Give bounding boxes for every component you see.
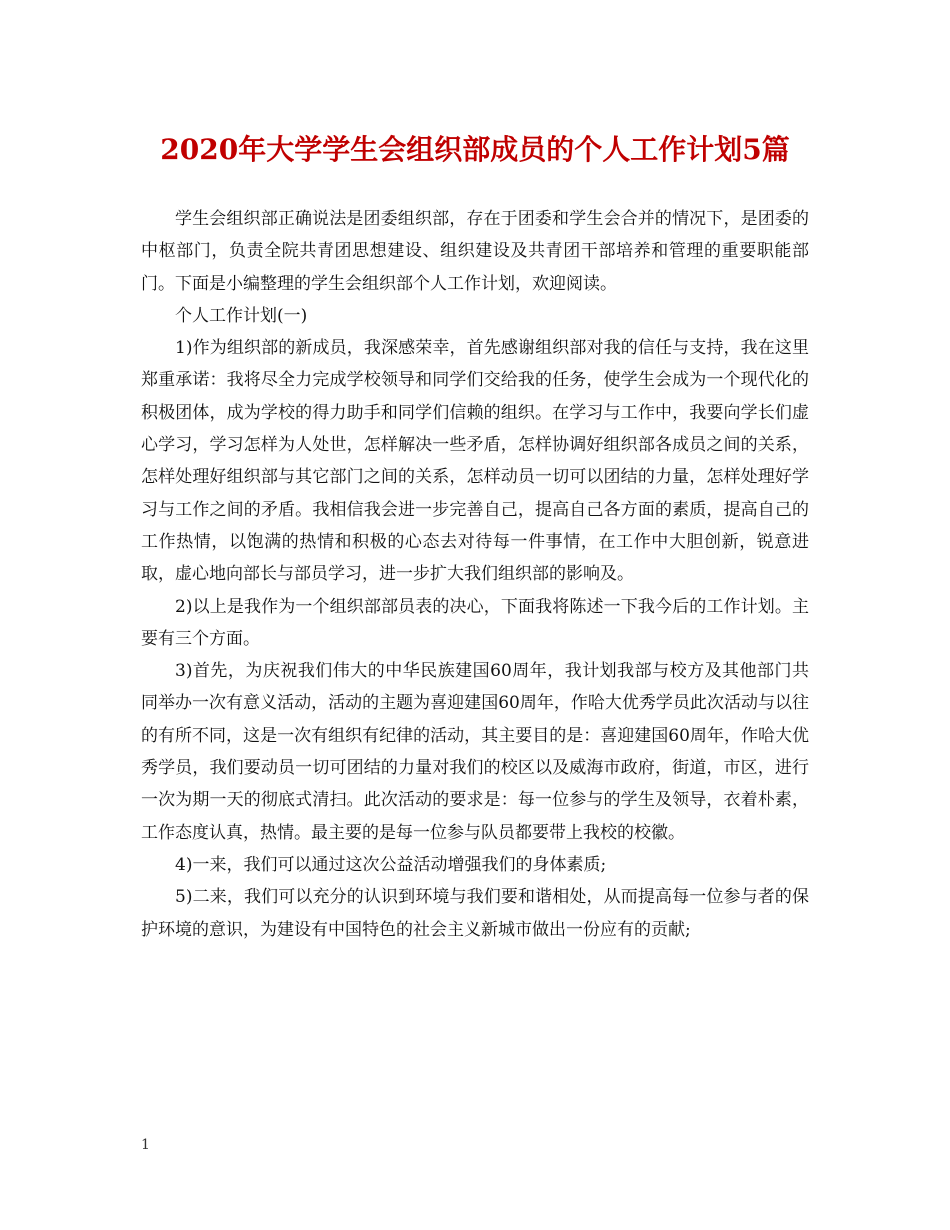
paragraph-item-3: 3)首先，为庆祝我们伟大的中华民族建国60周年，我计划我部与校方及其他部门共同举办一次有意义活动，活动的主题为喜迎建国60周年，作哈大优秀学员此次活动与以往的有所不同，这是一次有组织有纪律的活动，其主要目的是：喜迎建国60周年，作哈大优秀学员，我们要动员一切可团结的力量对我们的校区以及威海市政府，街道，市区，进行一次为期一天的彻底式清扫。此次活动的要求是：每一位参与的学生及领导，衣着朴素，工作态度认真，热情。最主要的是每一位参与队员都要带上我校的校徽。 (141, 661, 809, 843)
paragraph-intro: 学生会组织部正确说法是团委组织部，存在于团委和学生会合并的情况下，是团委的中枢部门，负责全院共青团思想建设、组织建设及共青团干部培养和管理的重要职能部门。下面是小编整理的学生会组织部个人工作计划，欢迎阅读。 (141, 209, 809, 294)
paragraph-item-1: 1)作为组织部的新成员，我深感荣幸，首先感谢组织部对我的信任与支持，我在这里郑重承诺：我将尽全力完成学校领导和同学们交给我的任务，使学生会成为一个现代化的积极团体，成为学校的得力助手和同学们信赖的组织。在学习与工作中，我要向学长们虚心学习，学习怎样为人处世，怎样解决一些矛盾，怎样协调好组织部各成员之间的关系，怎样处理好组织部与其它部门之间的关系，怎样动员一切可以团结的力量，怎样处理好学习与工作之间的矛盾。我相信我会进一步完善自己，提高自己各方面的素质，提高自己的工作热情，以饱满的热情和积极的心态去对待每一件事情，在工作中大胆创新，锐意进取，虚心地向部长与部员学习，进一步扩大我们组织部的影响及。 (141, 338, 809, 585)
paragraph-item-4: 4)一来，我们可以通过这次公益活动增强我们的身体素质; (175, 854, 607, 875)
document-body (141, 203, 809, 946)
page-number: 1 (141, 1137, 150, 1153)
section-heading: 个人工作计划(一) (175, 305, 308, 326)
paragraph-item-5: 5)二来，我们可以充分的认识到环境与我们要和谐相处，从而提高每一位参与者的保护环境的意识，为建设有中国特色的社会主义新城市做出一份应有的贡献; (141, 887, 809, 940)
document-title: 2020年大学学生会组织部成员的个人工作计划5篇 (160, 133, 790, 166)
paragraph-item-2: 2)以上是我作为一个组织部部员表的决心，下面我将陈述一下我今后的工作计划。主要有三个方面。 (141, 596, 809, 649)
